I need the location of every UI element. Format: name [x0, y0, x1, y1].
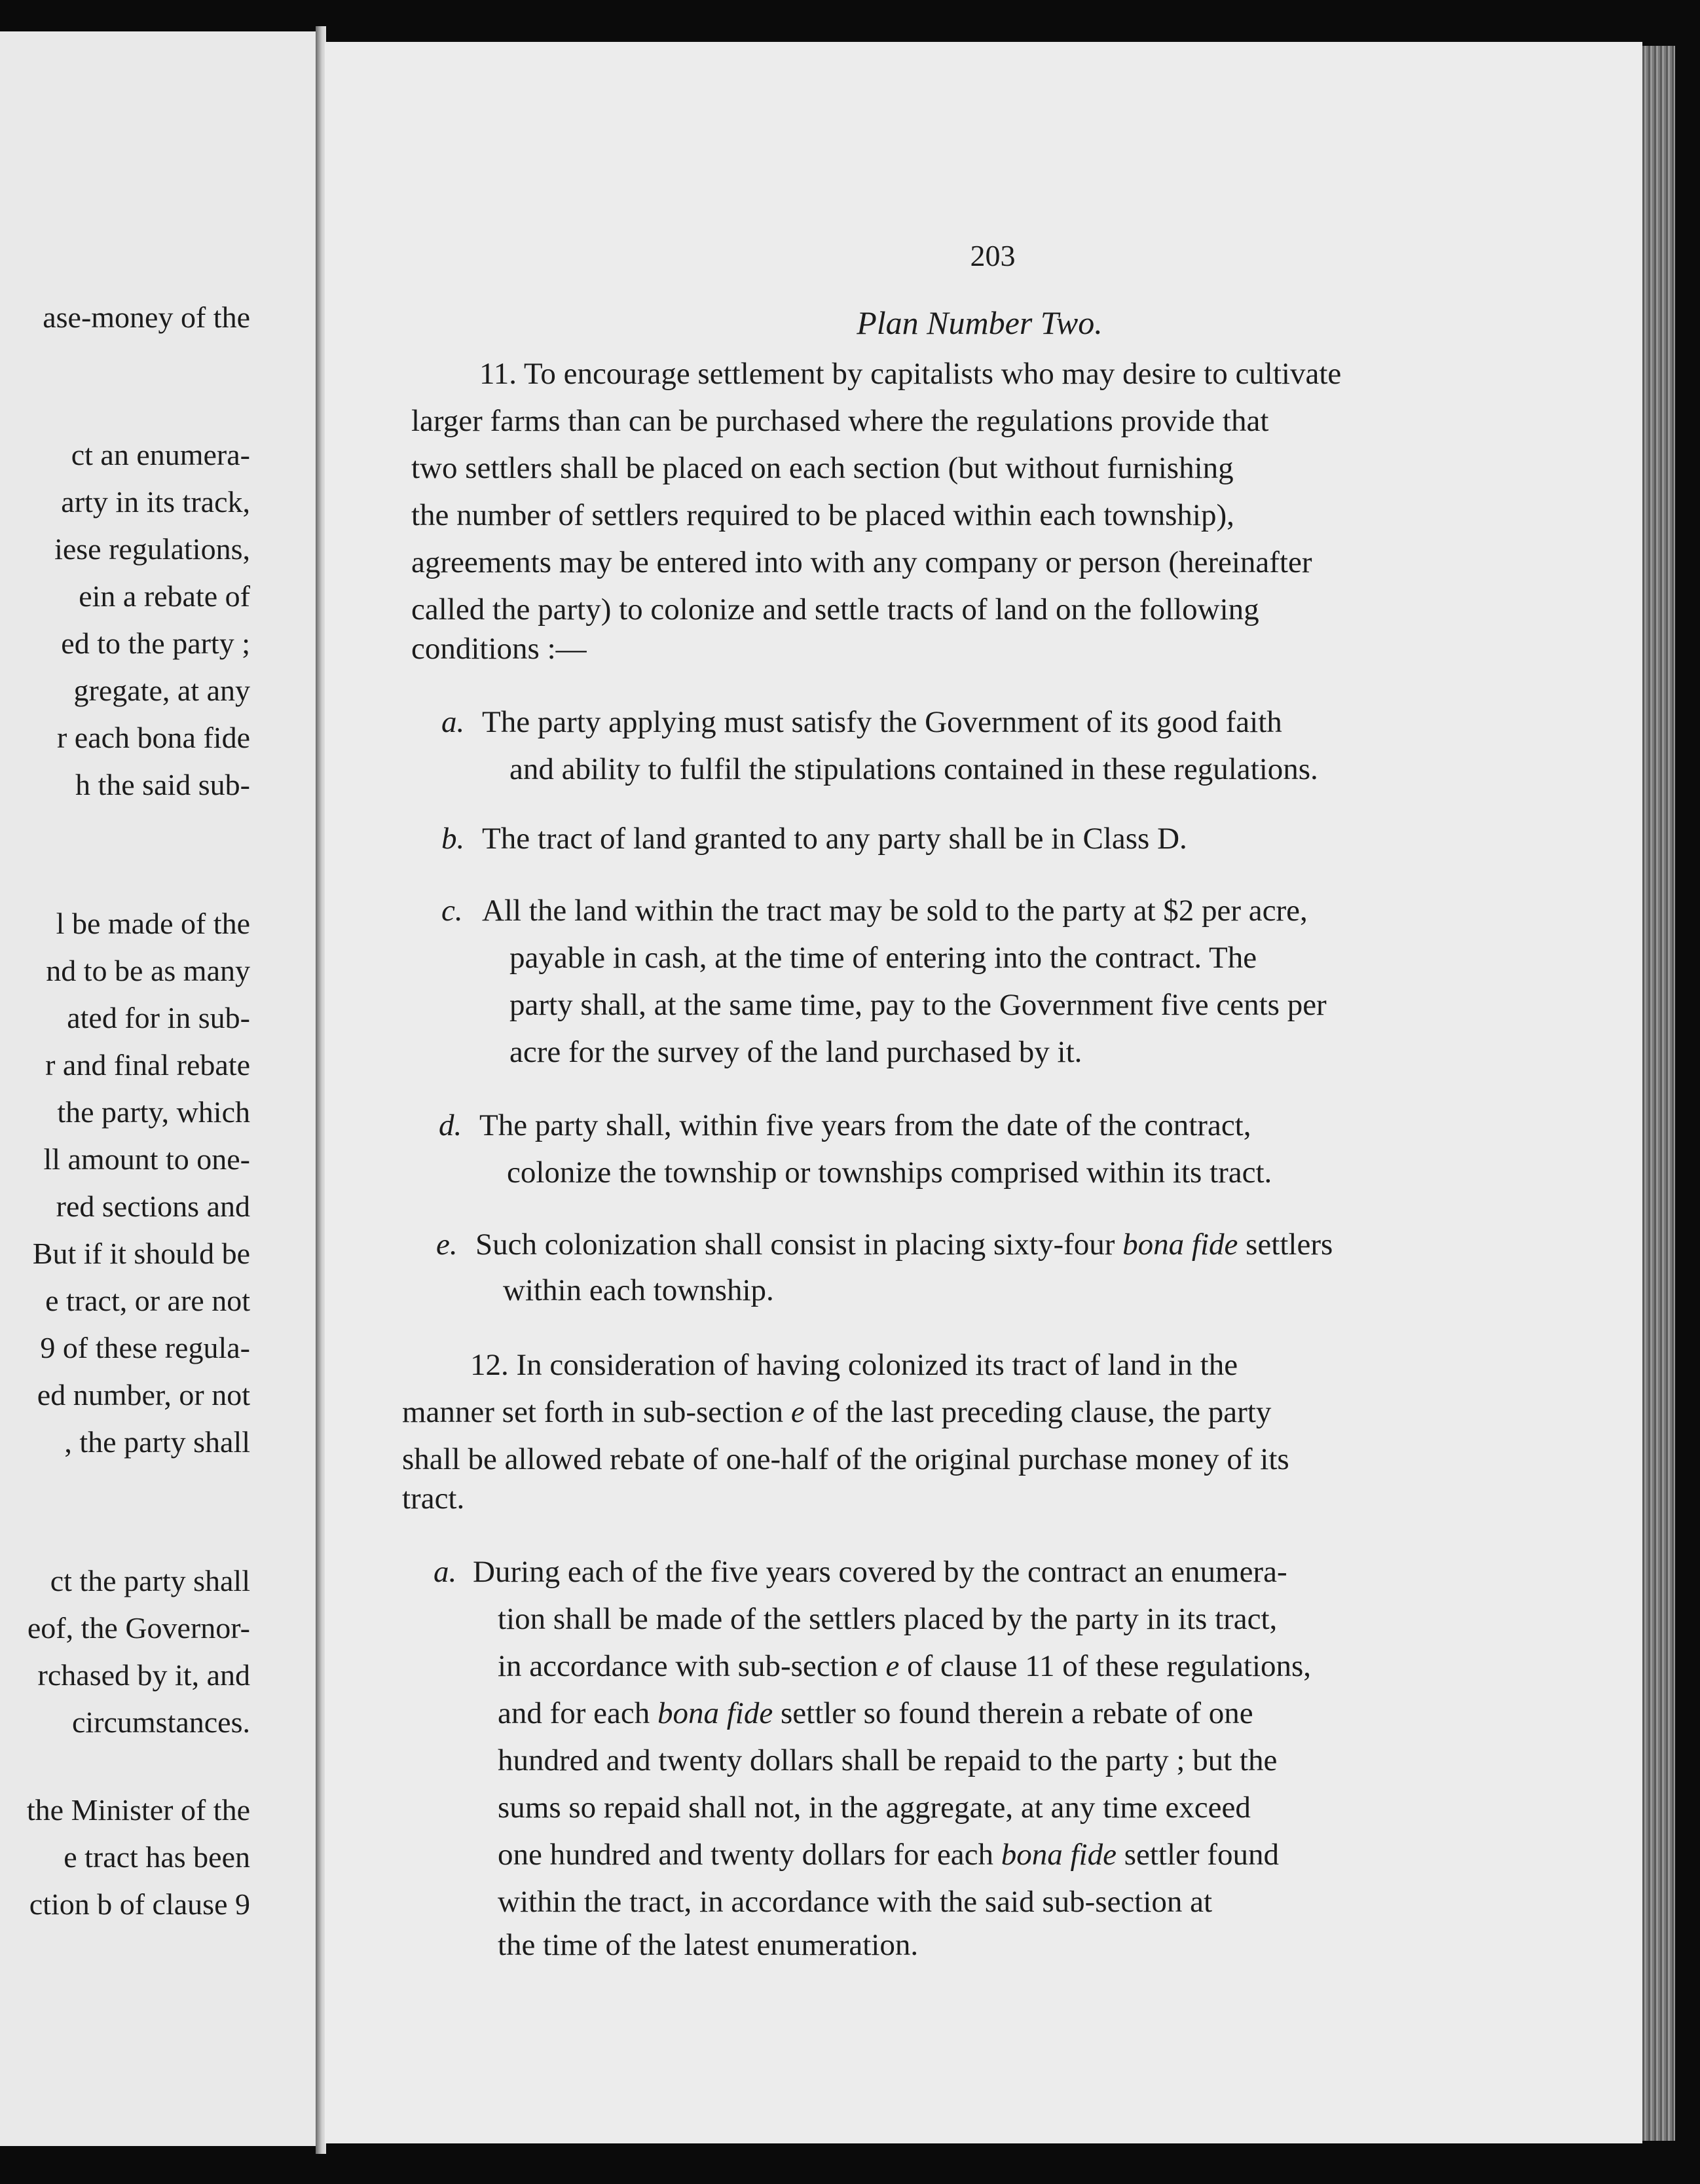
- clause-12-a-line: [498, 1837, 1279, 1872]
- subclause-d-line: The party shall, within five years from the date of the contract,: [479, 1108, 1251, 1142]
- left-line: iese regulations,: [54, 532, 250, 566]
- text-run: in accordance with sub-section: [498, 1649, 886, 1683]
- clause-11-line: larger farms than can be purchased where the regulations provide that: [411, 404, 1269, 438]
- left-line: r each bona fide: [56, 721, 250, 754]
- page-number: 203: [970, 239, 1016, 272]
- italic-run: bona fide: [1001, 1838, 1117, 1872]
- italic-run: bona fide: [657, 1696, 773, 1730]
- clause-11-line: called the party) to colonize and settle tracts of land on the following: [411, 592, 1259, 627]
- subclause-a-line: and ability to fulfil the stipulations contained in these regulations.: [509, 752, 1318, 786]
- left-facing-page: [0, 31, 316, 2146]
- clause-11-line: 11. To encourage settlement by capitalists who may desire to cultivate: [479, 357, 1342, 391]
- subclause-a-line: The party applying must satisfy the Government of its good faith: [482, 705, 1282, 739]
- clause-11-line: agreements may be entered into with any company or person (hereinafter: [411, 545, 1312, 579]
- text-run: settler found: [1116, 1838, 1279, 1872]
- clause-12-line: shall be allowed rebate of one-half of the original purchase money of its: [402, 1442, 1289, 1476]
- clause-12-a-line: During each of the five years covered by the contract an enumera-: [473, 1555, 1287, 1589]
- left-line: ct an enumera-: [71, 438, 250, 471]
- clause-12-a-line: sums so repaid shall not, in the aggregate, at any time exceed: [498, 1791, 1251, 1825]
- clause-12-a-line: tion shall be made of the settlers placed by the party in its tract,: [498, 1602, 1278, 1636]
- text-run: of clause 11 of these regulations,: [899, 1649, 1312, 1683]
- left-line: rchased by it, and: [37, 1658, 250, 1692]
- subclause-b-line: The tract of land granted to any party shall be in Class D.: [482, 822, 1187, 856]
- subclause-label: a.: [441, 705, 465, 739]
- text-run: and for each: [498, 1696, 657, 1730]
- clause-11-line: the number of settlers required to be placed within each township),: [411, 498, 1234, 532]
- left-line: ction b of clause 9: [29, 1887, 250, 1921]
- text-run: settler so found therein a rebate of one: [773, 1696, 1253, 1730]
- text-run: Such colonization shall consist in placing sixty-four: [475, 1228, 1123, 1262]
- clause-11-line: two settlers shall be placed on each section (but without furnishing: [411, 451, 1234, 485]
- left-line: the Minister of the: [26, 1793, 250, 1827]
- clause-12-a-line: hundred and twenty dollars shall be repaid to the party ; but the: [498, 1743, 1278, 1777]
- left-line: e tract, or are not: [45, 1284, 250, 1317]
- left-line: ll amount to one-: [43, 1142, 250, 1176]
- subclause-label: c.: [441, 894, 463, 928]
- subclause-d-line: colonize the township or townships comprised within its tract.: [507, 1156, 1272, 1190]
- text-run: manner set forth in sub-section: [402, 1395, 791, 1429]
- subclause-c-line: payable in cash, at the time of entering into the contract. The: [509, 941, 1257, 975]
- subclause-e-line: [475, 1227, 1333, 1262]
- left-line: 9 of these regula-: [40, 1331, 250, 1364]
- italic-run: bona fide: [1122, 1228, 1238, 1262]
- left-line: the party, which: [57, 1095, 250, 1129]
- left-line: ated for in sub-: [67, 1001, 250, 1034]
- left-line: l be made of the: [56, 907, 250, 940]
- subclause-c-line: acre for the survey of the land purchased by it.: [509, 1035, 1082, 1069]
- subclause-label: a.: [434, 1555, 457, 1589]
- left-line: gregate, at any: [73, 674, 250, 707]
- clause-12-a-line: [498, 1648, 1311, 1684]
- left-line: , the party shall: [64, 1425, 250, 1459]
- text-run: settlers: [1238, 1228, 1333, 1262]
- clause-12-a-line: the time of the latest enumeration.: [498, 1928, 919, 1962]
- left-line: r and final rebate: [45, 1048, 250, 1082]
- subclause-label: d.: [439, 1108, 462, 1142]
- clause-12-a-line: within the tract, in accordance with the said sub-section at: [498, 1885, 1213, 1919]
- right-page: [325, 42, 1642, 2143]
- subclause-c-line: All the land within the tract may be sold to the party at $2 per acre,: [482, 894, 1308, 928]
- left-line: red sections and: [56, 1190, 250, 1223]
- left-line: ed to the party ;: [61, 627, 250, 660]
- left-line: arty in its track,: [61, 485, 250, 519]
- subclause-e-line: within each township.: [503, 1273, 774, 1307]
- clause-12-line: [402, 1394, 1271, 1430]
- text-run: of the last preceding clause, the party: [804, 1395, 1272, 1429]
- clause-12-line: tract.: [402, 1482, 465, 1516]
- left-line: ed number, or not: [37, 1378, 250, 1411]
- subclause-label: e.: [436, 1228, 458, 1262]
- page-edge-stack: [1642, 46, 1675, 2141]
- left-line: eof, the Governor-: [27, 1611, 250, 1645]
- subclause-c-line: party shall, at the same time, pay to the Government five cents per: [509, 988, 1327, 1022]
- left-line: circumstances.: [71, 1705, 250, 1739]
- left-line: But if it should be: [32, 1237, 250, 1270]
- section-heading: Plan Number Two.: [857, 304, 1103, 341]
- left-line: e tract has been: [64, 1840, 250, 1874]
- clause-11-line: conditions :—: [411, 632, 587, 666]
- left-line: ein a rebate of: [79, 579, 250, 613]
- page-content: [325, 42, 1642, 2143]
- left-line: ase-money of the: [43, 300, 250, 334]
- clause-12-line: 12. In consideration of having colonized its tract of land in the: [470, 1348, 1238, 1382]
- italic-run: e: [885, 1649, 900, 1683]
- subclause-label: b.: [441, 822, 465, 856]
- left-line: ct the party shall: [50, 1564, 250, 1597]
- left-line: h the said sub-: [75, 768, 250, 801]
- clause-12-a-line: [498, 1696, 1253, 1731]
- italic-run: e: [790, 1395, 805, 1429]
- left-line: nd to be as many: [46, 954, 250, 987]
- text-run: one hundred and twenty dollars for each: [498, 1838, 1001, 1872]
